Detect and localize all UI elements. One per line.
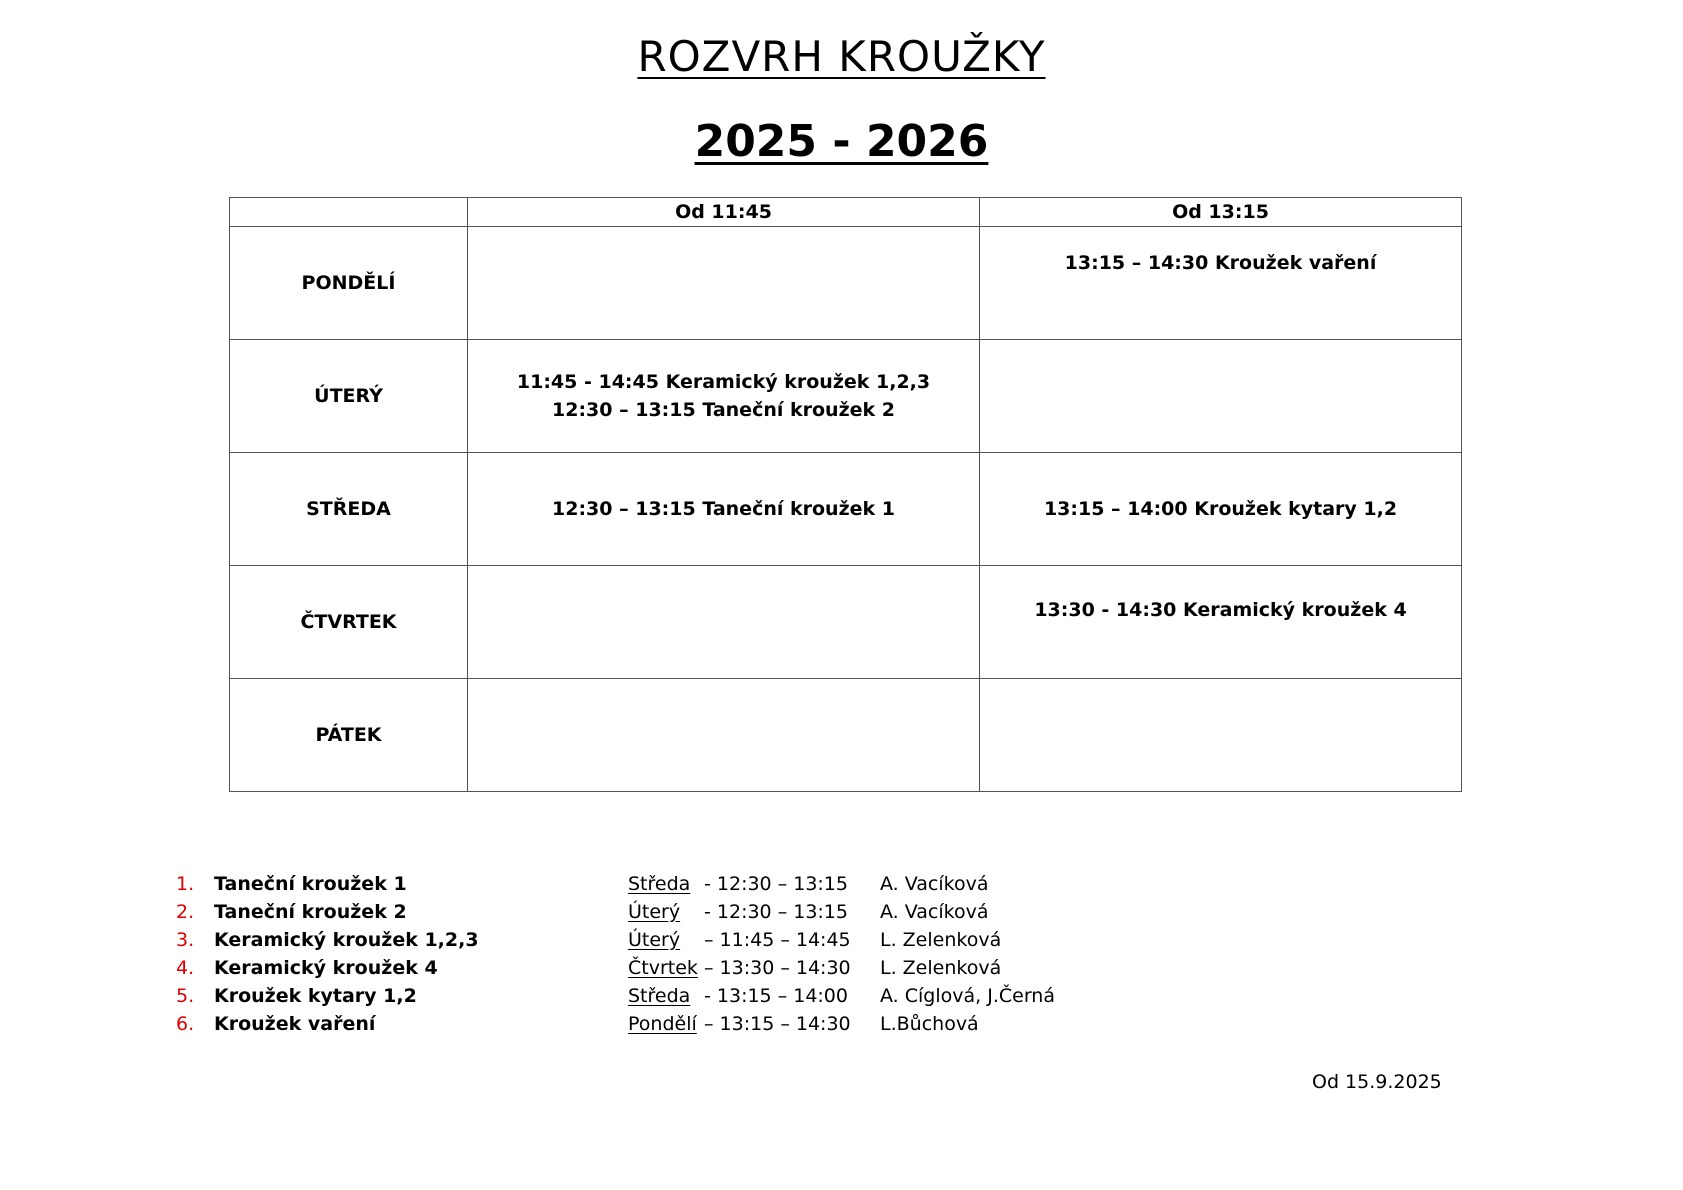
legend-item bbox=[176, 873, 1176, 901]
header-col-1315: Od 13:15 bbox=[980, 198, 1462, 227]
legend-item bbox=[176, 1013, 1176, 1041]
activity-entry: 13:15 – 14:30 Kroužek vaření bbox=[1064, 252, 1377, 274]
school-year: 2025 - 2026 bbox=[694, 116, 989, 167]
legend-number: 5. bbox=[176, 985, 195, 1007]
legend-activity: Keramický kroužek 4 bbox=[214, 957, 438, 979]
legend-time: - 13:15 – 14:00 bbox=[704, 985, 848, 1007]
header-corner bbox=[230, 198, 468, 227]
schedule-header-row bbox=[230, 198, 1462, 227]
legend-time: - 12:30 – 13:15 bbox=[704, 873, 848, 895]
activity-entry: 11:45 - 14:45 Keramický kroužek 1,2,3 bbox=[516, 371, 931, 393]
legend-number: 4. bbox=[176, 957, 195, 979]
slot-cell bbox=[980, 566, 1462, 679]
slot-cell bbox=[468, 453, 980, 566]
legend-time: – 13:15 – 14:30 bbox=[704, 1013, 851, 1035]
legend-activity: Taneční kroužek 2 bbox=[214, 901, 407, 923]
legend-day: Úterý bbox=[628, 929, 681, 951]
header-col-1145: Od 11:45 bbox=[468, 198, 980, 227]
activity-entry: 12:30 – 13:15 Taneční kroužek 1 bbox=[552, 498, 895, 520]
slot-cell bbox=[468, 679, 980, 792]
activity-entry: 13:15 – 14:00 Kroužek kytary 1,2 bbox=[1043, 498, 1398, 520]
activity-entry: 13:30 - 14:30 Keramický kroužek 4 bbox=[1034, 599, 1407, 621]
slot-cell bbox=[980, 679, 1462, 792]
slot-cell bbox=[980, 453, 1462, 566]
legend-activity: Kroužek kytary 1,2 bbox=[214, 985, 417, 1007]
legend-teacher: L.Bůchová bbox=[880, 1013, 979, 1035]
page-title: ROZVRH KROUŽKY bbox=[637, 32, 1046, 81]
slot-cell bbox=[468, 227, 980, 340]
legend-day: Úterý bbox=[628, 901, 681, 923]
slot-cell bbox=[980, 227, 1462, 340]
legend-day: Středa bbox=[628, 985, 691, 1007]
legend-activity: Kroužek vaření bbox=[214, 1013, 376, 1035]
legend-day: Čtvrtek bbox=[628, 957, 698, 979]
schedule-row-tuesday bbox=[230, 340, 1462, 453]
legend-number: 1. bbox=[176, 873, 195, 895]
slot-cell bbox=[468, 340, 980, 453]
schedule-row-monday bbox=[230, 227, 1462, 340]
legend-item bbox=[176, 957, 1176, 985]
day-label: PONDĚLÍ bbox=[230, 227, 468, 340]
slot-cell bbox=[468, 566, 980, 679]
legend-teacher: A. Vacíková bbox=[880, 901, 989, 923]
legend-time: – 13:30 – 14:30 bbox=[704, 957, 851, 979]
legend-day: Pondělí bbox=[628, 1013, 697, 1035]
day-label: PÁTEK bbox=[230, 679, 468, 792]
slot-cell bbox=[980, 340, 1462, 453]
legend-teacher: A. Vacíková bbox=[880, 873, 989, 895]
legend-time: – 11:45 – 14:45 bbox=[704, 929, 851, 951]
legend-item bbox=[176, 985, 1176, 1013]
legend-teacher: L. Zelenková bbox=[880, 929, 1002, 951]
day-label: ČTVRTEK bbox=[230, 566, 468, 679]
activity-legend bbox=[176, 873, 1176, 1041]
valid-from-note: Od 15.9.2025 bbox=[1312, 1071, 1442, 1093]
activity-entry: 12:30 – 13:15 Taneční kroužek 2 bbox=[552, 399, 895, 421]
legend-item bbox=[176, 901, 1176, 929]
legend-number: 6. bbox=[176, 1013, 195, 1035]
schedule-row-wednesday bbox=[230, 453, 1462, 566]
legend-activity: Keramický kroužek 1,2,3 bbox=[214, 929, 479, 951]
schedule-table bbox=[229, 197, 1462, 792]
legend-item bbox=[176, 929, 1176, 957]
legend-day: Středa bbox=[628, 873, 691, 895]
day-label: ÚTERÝ bbox=[230, 340, 468, 453]
schedule-row-thursday bbox=[230, 566, 1462, 679]
legend-time: - 12:30 – 13:15 bbox=[704, 901, 848, 923]
legend-teacher: A. Cíglová, J.Černá bbox=[880, 985, 1055, 1007]
day-label: STŘEDA bbox=[230, 453, 468, 566]
schedule-row-friday bbox=[230, 679, 1462, 792]
legend-number: 3. bbox=[176, 929, 195, 951]
legend-activity: Taneční kroužek 1 bbox=[214, 873, 407, 895]
legend-number: 2. bbox=[176, 901, 195, 923]
legend-teacher: L. Zelenková bbox=[880, 957, 1002, 979]
